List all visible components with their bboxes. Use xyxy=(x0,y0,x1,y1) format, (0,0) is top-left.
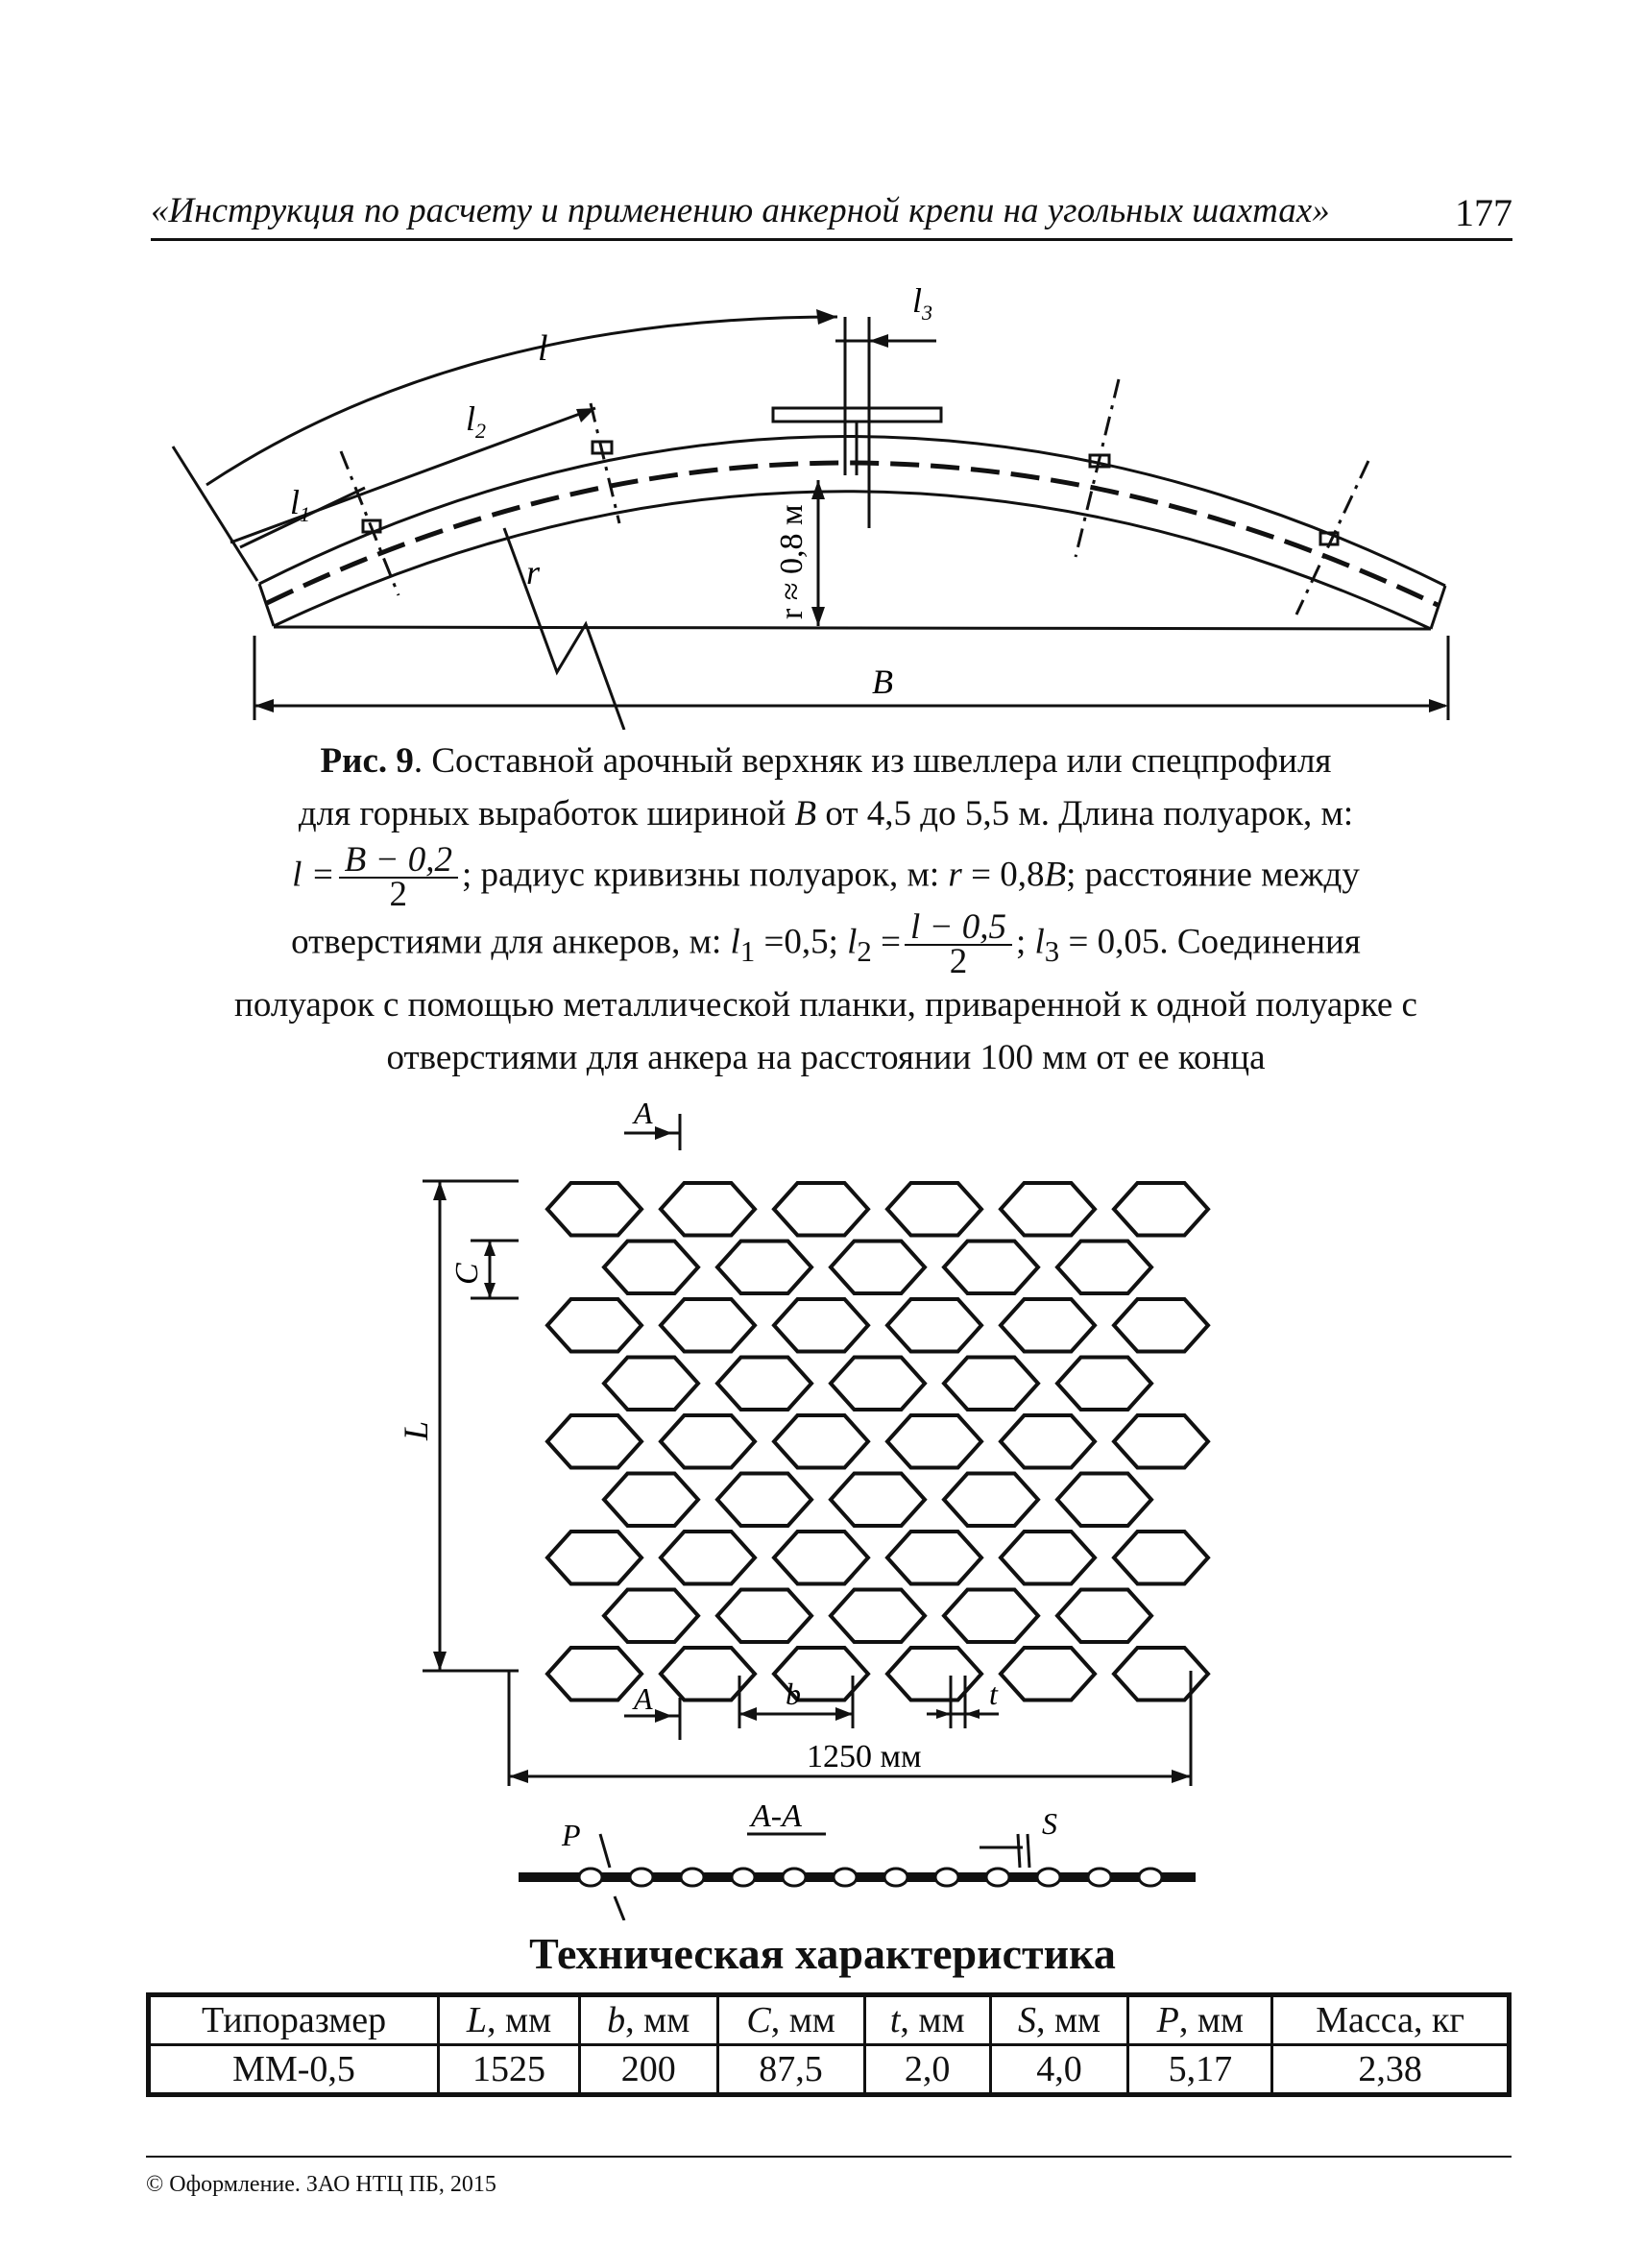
mesh-cell xyxy=(717,1358,811,1411)
caption-fig-label: Рис. 9 xyxy=(320,741,414,781)
mesh-label-A-bottom: A xyxy=(634,1681,653,1716)
td-b: 200 xyxy=(579,2045,717,2095)
fraction-l xyxy=(339,840,458,914)
mesh-cell xyxy=(604,1358,698,1411)
mesh-cell xyxy=(1001,1532,1095,1584)
caption-line3b: = 0,8 xyxy=(961,855,1045,895)
section-label: A-A xyxy=(751,1798,802,1834)
table-row xyxy=(149,2045,1510,2095)
mesh-label-b: b xyxy=(786,1677,801,1711)
mesh-cell xyxy=(1114,1648,1208,1701)
table-header-row xyxy=(149,1995,1510,2045)
page-number: 177 xyxy=(1455,191,1512,234)
caption-line2b: B xyxy=(794,794,817,833)
mesh-grid xyxy=(547,1183,1208,1701)
label-l: l xyxy=(538,328,548,369)
mesh-cell xyxy=(547,1532,641,1584)
caption-line4-sub1: 1 xyxy=(739,934,756,968)
td-C: 87,5 xyxy=(717,2045,864,2095)
caption-line3-B: B xyxy=(1044,855,1067,895)
running-header: «Инструкция по расчету и применению анкерной крепи на угольных шахтах» xyxy=(151,191,1330,230)
mesh-cell xyxy=(887,1415,981,1468)
caption-line3c: ; расстояние между xyxy=(1066,855,1360,895)
mesh-cell xyxy=(1057,1358,1151,1411)
mesh-cell xyxy=(717,1590,811,1643)
section-node xyxy=(681,1869,704,1886)
caption-line4-l1: l xyxy=(730,922,740,962)
mesh-cell xyxy=(1057,1590,1151,1643)
section-label-P: P xyxy=(562,1818,581,1852)
section-node xyxy=(630,1869,653,1886)
mesh-cell xyxy=(547,1183,641,1236)
section-node xyxy=(1037,1869,1060,1886)
mesh-cell xyxy=(831,1242,925,1294)
arch-inner-edge xyxy=(274,492,1431,629)
section-label-S: S xyxy=(1042,1806,1057,1841)
section-node xyxy=(783,1869,806,1886)
mesh-cell xyxy=(604,1474,698,1527)
mesh-cell xyxy=(774,1183,868,1236)
mesh-cell xyxy=(944,1242,1038,1294)
th-P: P, мм xyxy=(1128,1995,1272,2045)
th-t: t, мм xyxy=(864,1995,990,2045)
label-l1: $l_1$ xyxy=(290,483,311,526)
frac2-num: l − 0,5 xyxy=(905,911,1012,946)
mesh-cell xyxy=(887,1532,981,1584)
caption-line4b: =0,5; xyxy=(755,922,848,962)
mesh-cell xyxy=(1001,1648,1095,1701)
label-r: r xyxy=(526,553,541,591)
mesh-cell xyxy=(547,1648,641,1701)
frac1-num: B − 0,2 xyxy=(339,844,458,879)
th-C: C, мм xyxy=(717,1995,864,2045)
section-node xyxy=(579,1869,602,1886)
caption-line4a: отверстиями для анкеров, м: xyxy=(291,922,731,962)
frac1-den: 2 xyxy=(389,875,408,914)
caption-line4-sub3: 3 xyxy=(1044,934,1060,968)
section-node xyxy=(1088,1869,1111,1886)
mesh-figure xyxy=(0,1095,1645,1920)
label-l2: $l_2$ xyxy=(466,399,487,443)
mesh-cell xyxy=(887,1299,981,1352)
section-node xyxy=(884,1869,907,1886)
caption-line4-l2: l xyxy=(847,922,858,962)
mesh-cell xyxy=(604,1242,698,1294)
mesh-label-C: C xyxy=(449,1263,485,1285)
mesh-cell xyxy=(604,1590,698,1643)
td-L: 1525 xyxy=(439,2045,580,2095)
mesh-cell xyxy=(661,1532,755,1584)
caption-line3-r: r xyxy=(948,855,962,895)
mesh-cell xyxy=(1114,1532,1208,1584)
section-node xyxy=(732,1869,755,1886)
mesh-cell xyxy=(661,1299,755,1352)
mesh-cell xyxy=(1114,1299,1208,1352)
mesh-cell xyxy=(547,1299,641,1352)
mesh-cell xyxy=(661,1183,755,1236)
caption-l-eq: l = xyxy=(292,855,335,895)
td-size: ММ-0,5 xyxy=(149,2045,439,2095)
figure-caption xyxy=(134,735,1517,1084)
mesh-cell xyxy=(1057,1474,1151,1527)
mesh-cell xyxy=(1001,1299,1095,1352)
mesh-cell xyxy=(1001,1183,1095,1236)
mesh-cell xyxy=(944,1474,1038,1527)
section-node xyxy=(986,1869,1009,1886)
mesh-cell xyxy=(1114,1183,1208,1236)
caption-line4-sub2: 2 xyxy=(857,934,872,968)
mesh-cell xyxy=(831,1474,925,1527)
td-t: 2,0 xyxy=(864,2045,990,2095)
mesh-cell xyxy=(831,1590,925,1643)
mesh-cell xyxy=(944,1358,1038,1411)
td-mass: 2,38 xyxy=(1272,2045,1510,2095)
th-S: S, мм xyxy=(990,1995,1128,2045)
mesh-cell xyxy=(831,1358,925,1411)
caption-line4-eq: = xyxy=(871,922,901,962)
mesh-cell xyxy=(1057,1242,1151,1294)
arch-center-dashed xyxy=(267,463,1438,605)
label-r-height: r ≈ 0,8 м xyxy=(774,504,810,619)
mesh-cell xyxy=(1001,1415,1095,1468)
mesh-cell xyxy=(774,1299,868,1352)
caption-line4c: ; xyxy=(1015,922,1035,962)
td-P: 5,17 xyxy=(1128,2045,1272,2095)
th-L: L, мм xyxy=(439,1995,580,2045)
caption-line1: . Составной арочный верхняк из швеллера или спецпрофиля xyxy=(413,741,1332,781)
spec-table xyxy=(146,1992,1512,2097)
mesh-width-label: 1250 мм xyxy=(807,1739,922,1774)
mesh-cell xyxy=(887,1183,981,1236)
th-mass: Масса, кг xyxy=(1272,1995,1510,2045)
footer-rule xyxy=(146,2156,1512,2158)
caption-line4d: = 0,05. Соединения xyxy=(1059,922,1361,962)
section-node xyxy=(834,1869,857,1886)
caption-line5: полуарок с помощью металлической планки, приваренной к одной полуарке с xyxy=(234,985,1417,1025)
table-title: Техническая характеристика xyxy=(529,1929,1116,1978)
mesh-cell xyxy=(717,1474,811,1527)
th-b: b, мм xyxy=(579,1995,717,2045)
mesh-cell xyxy=(661,1415,755,1468)
mesh-label-A-top: A xyxy=(634,1096,653,1130)
mesh-cell xyxy=(1114,1415,1208,1468)
mesh-cell xyxy=(774,1532,868,1584)
caption-line6: отверстиями для анкера на расстоянии 100 мм от ее конца xyxy=(386,1038,1266,1077)
arch-figure xyxy=(0,0,1645,730)
joint-plate xyxy=(773,408,941,422)
section-node xyxy=(935,1869,958,1886)
frac2-den: 2 xyxy=(949,942,968,981)
mesh-cell xyxy=(717,1242,811,1294)
footer-copyright: © Оформление. ЗАО НТЦ ПБ, 2015 xyxy=(146,2172,496,2197)
caption-line2a: для горных выработок шириной xyxy=(298,794,795,833)
label-l3: $l_3$ xyxy=(912,281,933,325)
mesh-cell xyxy=(887,1648,981,1701)
mesh-label-L: L xyxy=(397,1420,435,1440)
caption-line3: ; радиус кривизны полуарок, м: xyxy=(461,855,949,895)
mesh-cell xyxy=(774,1415,868,1468)
arch-chord xyxy=(274,627,1431,629)
th-size: Типоразмер xyxy=(149,1995,439,2045)
mesh-label-t: t xyxy=(989,1677,998,1711)
mesh-cell xyxy=(547,1415,641,1468)
section-node xyxy=(1139,1869,1162,1886)
fraction-l2 xyxy=(905,907,1012,981)
mesh-cell xyxy=(944,1590,1038,1643)
td-S: 4,0 xyxy=(990,2045,1128,2095)
caption-line2c: от 4,5 до 5,5 м. Длина полуарок, м: xyxy=(816,794,1354,833)
label-B: B xyxy=(872,663,893,701)
caption-line4-l3: l xyxy=(1034,922,1045,962)
